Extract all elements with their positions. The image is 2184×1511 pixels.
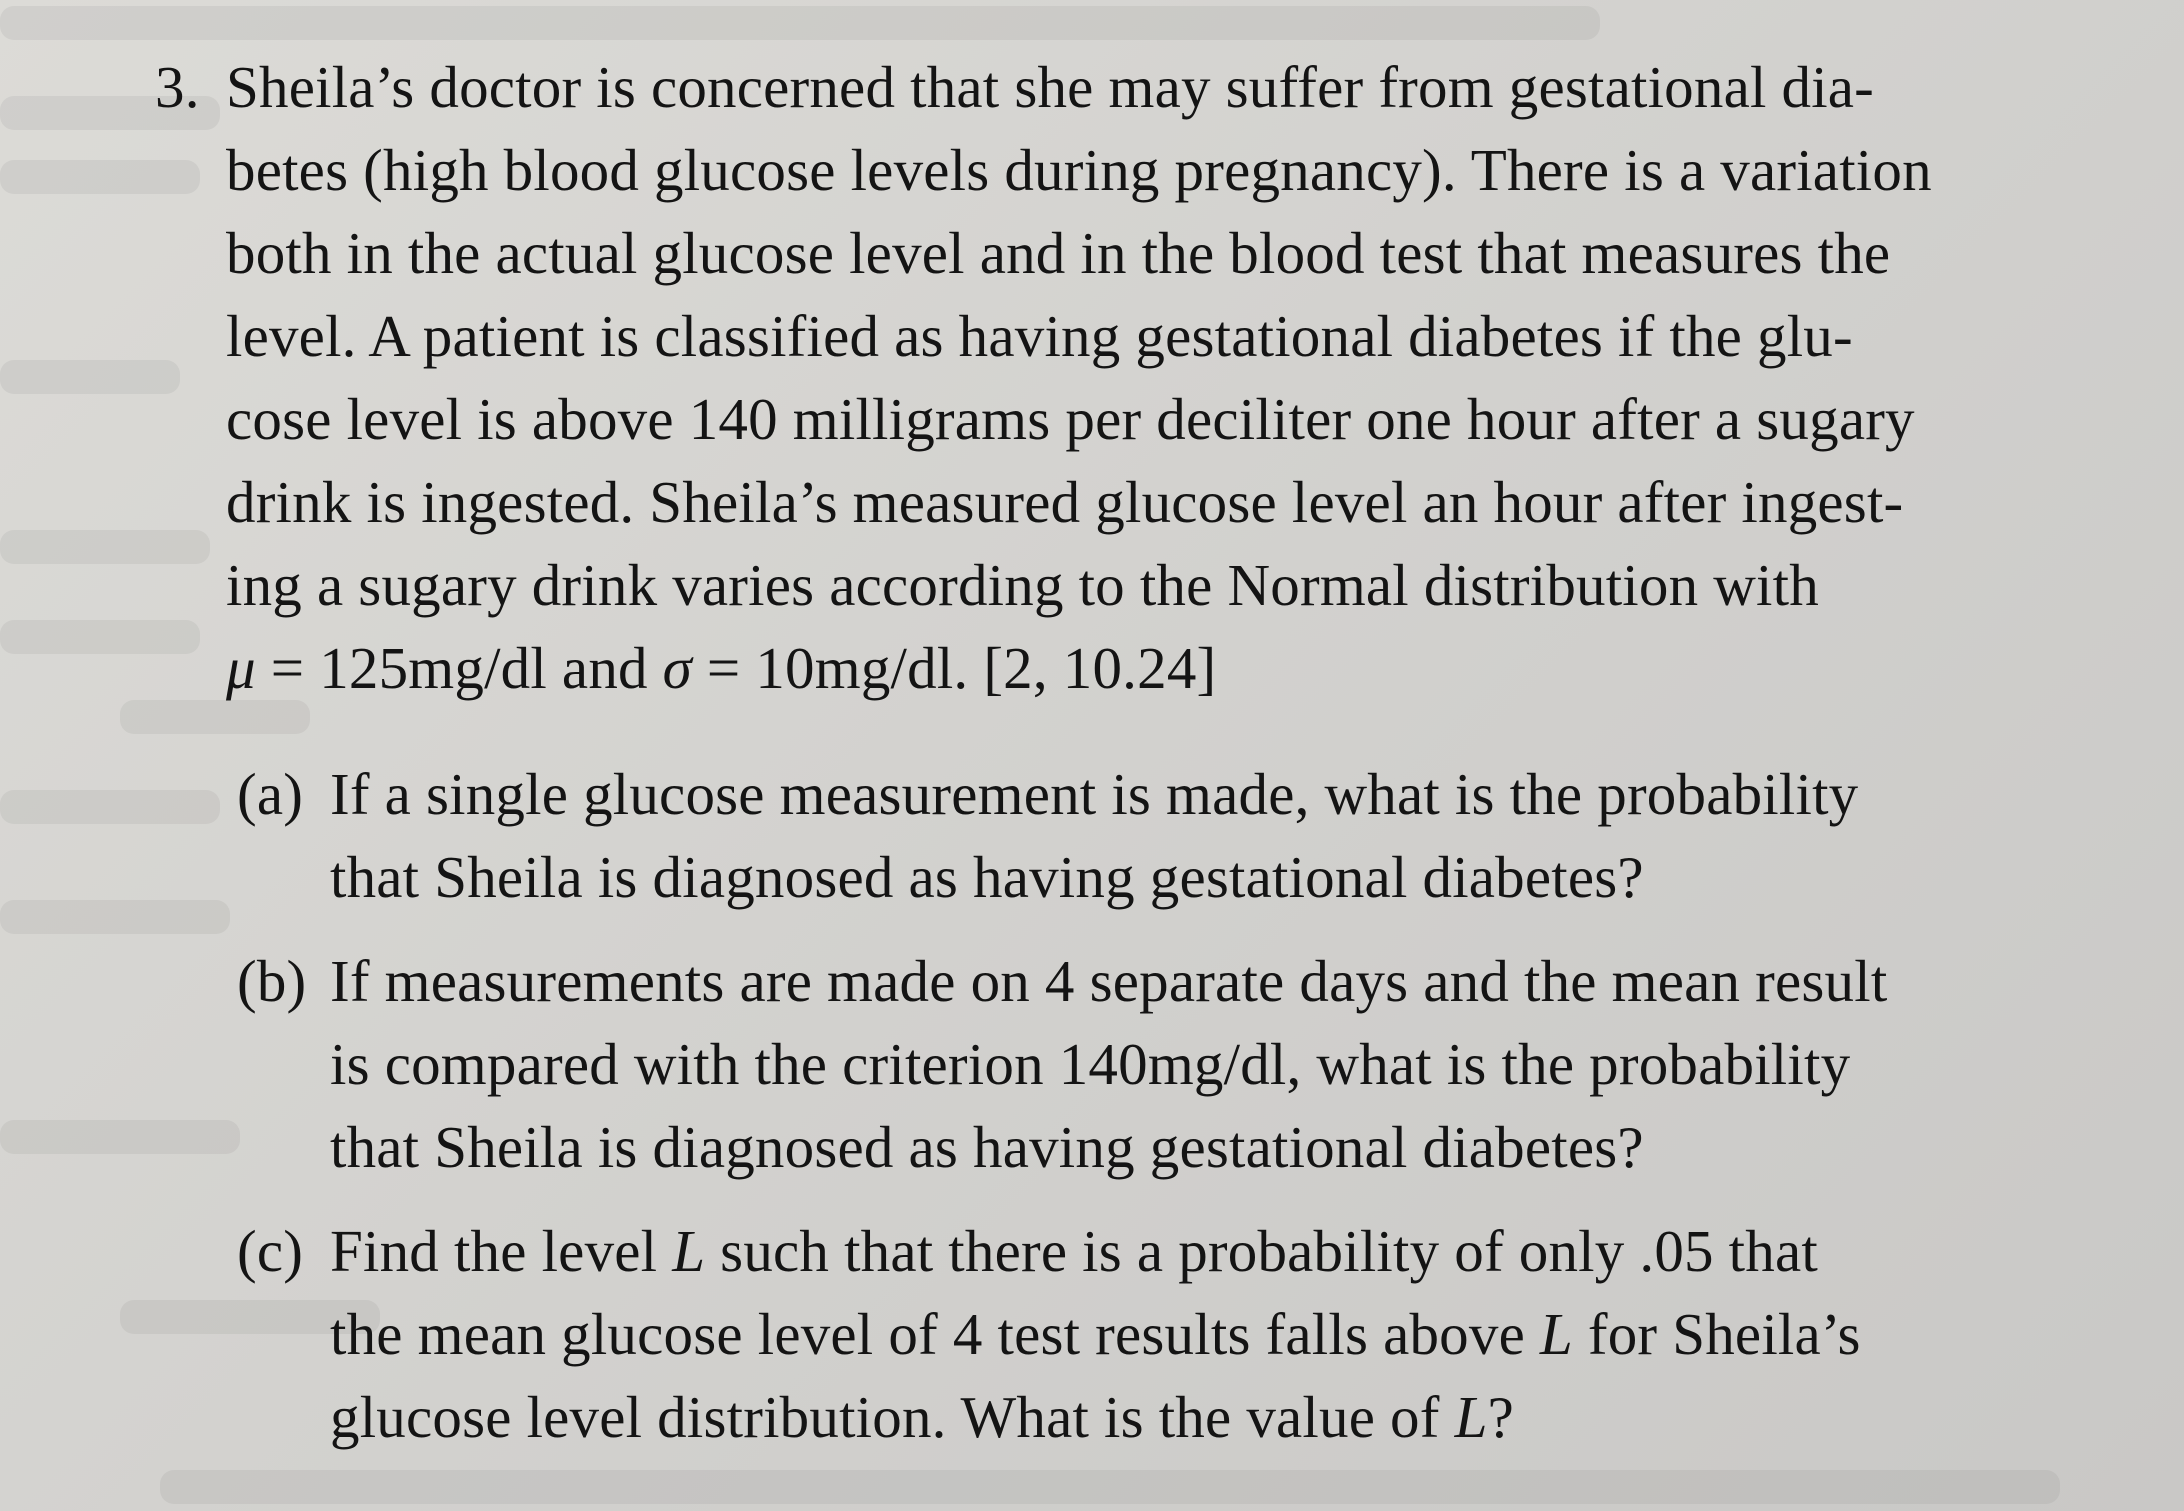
sigma-symbol: σ <box>662 635 692 701</box>
part-b-line-2: is compared with the criterion 140mg/dl, what is the probability <box>330 1031 1851 1097</box>
problem-line-4: level. A patient is classified as having gestational diabetes if the glu- <box>226 303 1853 369</box>
problem-line-1: Sheila’s doctor is concerned that she may suffer from gestational dia- <box>226 54 1875 120</box>
variable-l: L <box>672 1218 706 1284</box>
problem-line-7: ing a sugary drink varies according to the Normal distribution with <box>226 552 1819 618</box>
problem-line-6: drink is ingested. Sheila’s measured glucose level an hour after ingest- <box>226 469 1904 535</box>
part-b-line-1: If measurements are made on 4 separate days and the mean result <box>330 948 1888 1014</box>
part-c-line-2: the mean glucose level of 4 test results falls above L for Sheila’s <box>330 1301 1861 1367</box>
variable-l: L <box>1539 1301 1573 1367</box>
part-a-line-2: that Sheila is diagnosed as having gestational diabetes? <box>330 844 1644 910</box>
mu-value: = 125mg/dl and <box>255 635 663 701</box>
mu-symbol: μ <box>226 635 256 701</box>
part-c-line-1: Find the level L such that there is a probability of only .05 that <box>330 1218 1818 1284</box>
problem-line-3: both in the actual glucose level and in the blood test that measures the <box>226 220 1891 286</box>
part-b-line-3: that Sheila is diagnosed as having gestational diabetes? <box>330 1114 1644 1180</box>
problem-line-5: cose level is above 140 milligrams per deciliter one hour after a sugary <box>226 386 1915 452</box>
sigma-value: = 10mg/dl. [2, 10.24] <box>691 635 1217 701</box>
problem-line-2: betes (high blood glucose levels during pregnancy). There is a variation <box>226 137 1932 203</box>
part-a-line-1: If a single glucose measurement is made, what is the probability <box>330 761 1859 827</box>
distribution-parameters <box>226 635 1217 701</box>
variable-l: L <box>1454 1384 1488 1450</box>
problem-number: 3. <box>155 54 200 120</box>
part-c-label: (c) <box>237 1218 304 1284</box>
part-a-label: (a) <box>237 761 304 827</box>
part-c-line-3: glucose level distribution. What is the value of L? <box>330 1384 1514 1450</box>
part-b-label: (b) <box>237 948 307 1014</box>
